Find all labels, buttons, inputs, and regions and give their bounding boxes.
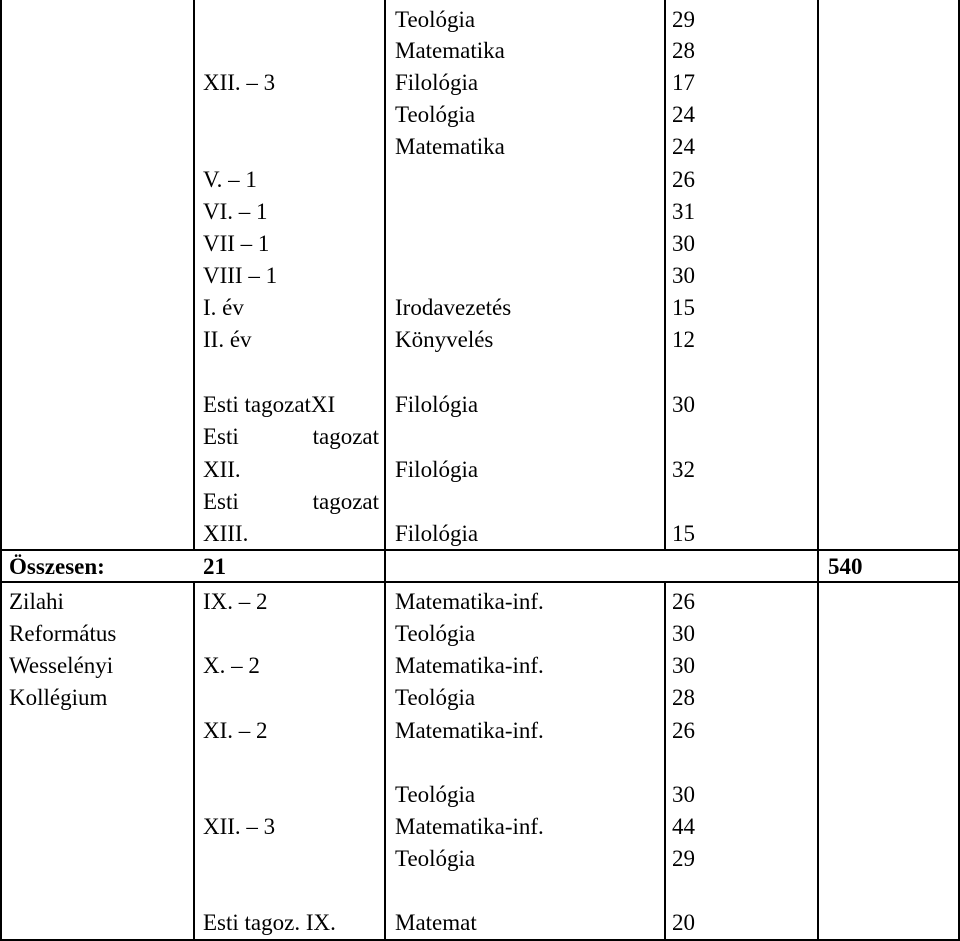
- total-row-bottom-border: [0, 581, 960, 583]
- school-count: 26: [672, 589, 695, 614]
- school-subject: Teológia: [395, 685, 476, 710]
- esti-subject-xiii: Filológia: [395, 521, 479, 546]
- esti-count-xiii: 15: [672, 521, 695, 546]
- school-class: IX. – 2: [203, 589, 268, 614]
- upper-class: VIII – 1: [203, 263, 278, 288]
- school-class: XI. – 2: [203, 718, 268, 743]
- upper-subject: Könyvelés: [395, 327, 494, 352]
- column-divider-2: [384, 0, 386, 941]
- table-border-left: [0, 0, 2, 941]
- esti-count-xi: 30: [672, 392, 695, 417]
- total-classes: 21: [203, 554, 226, 579]
- upper-count: 24: [672, 102, 695, 127]
- upper-count: 15: [672, 295, 695, 320]
- school-subject: Matematika-inf.: [395, 814, 544, 839]
- column-divider-3b: [664, 582, 666, 941]
- school-count: 30: [672, 621, 695, 646]
- upper-count: 17: [672, 70, 695, 95]
- school-count: 30: [672, 782, 695, 807]
- column-divider-3: [664, 0, 666, 550]
- school-class: Esti tagoz. IX.: [203, 910, 336, 935]
- total-label: Összesen:: [9, 554, 105, 579]
- total-students: 540: [828, 554, 863, 579]
- esti-label-justified: [203, 421, 379, 452]
- school-name-line: Református: [9, 621, 117, 646]
- upper-subject: Matematika: [395, 38, 505, 63]
- upper-count: 30: [672, 231, 695, 256]
- upper-count: 28: [672, 38, 695, 63]
- column-divider-1b: [193, 582, 195, 941]
- upper-count: 12: [672, 327, 695, 352]
- upper-class: XII. – 3: [203, 70, 276, 95]
- upper-subject: Matematika: [395, 134, 505, 159]
- upper-subject: Filológia: [395, 70, 479, 95]
- esti-class-xiii: XIII.: [203, 521, 249, 546]
- school-class: XII. – 3: [203, 814, 276, 839]
- total-row-top-border: [0, 549, 960, 551]
- school-subject: Teológia: [395, 621, 476, 646]
- school-name-line: Wesselényi: [9, 653, 114, 678]
- school-name-line: Zilahi: [9, 589, 64, 614]
- upper-count: 24: [672, 134, 695, 159]
- upper-class: I. év: [203, 295, 244, 320]
- school-count: 20: [672, 910, 695, 935]
- school-subject: Matematika-inf.: [395, 589, 544, 614]
- school-subject: Matematika-inf.: [395, 653, 544, 678]
- upper-class: VII – 1: [203, 231, 270, 256]
- upper-subject: Irodavezetés: [395, 295, 512, 320]
- school-subject: Teológia: [395, 846, 476, 871]
- column-divider-1: [193, 0, 195, 550]
- school-name-line: Kollégium: [9, 685, 108, 710]
- column-divider-4: [817, 0, 819, 941]
- upper-class: II. év: [203, 327, 252, 352]
- tagozat-word: tagozat: [312, 424, 379, 449]
- esti-subject-xi: Filológia: [395, 392, 479, 417]
- upper-subject: Teológia: [395, 7, 476, 32]
- school-subject: Teológia: [395, 782, 476, 807]
- upper-count: 26: [672, 167, 695, 192]
- school-count: 44: [672, 814, 695, 839]
- esti-label-justified: [203, 486, 379, 517]
- esti-count-xii: 32: [672, 457, 695, 482]
- esti-word: Esti: [203, 489, 239, 514]
- school-subject: Matemat: [395, 910, 477, 935]
- upper-class: VI. – 1: [203, 199, 268, 224]
- school-class: X. – 2: [203, 653, 260, 678]
- tagozat-word: tagozat: [312, 489, 379, 514]
- esti-subject-xii: Filológia: [395, 457, 479, 482]
- esti-class-xi: Esti tagozatXI: [203, 392, 336, 417]
- upper-class: V. – 1: [203, 167, 257, 192]
- upper-subject: Teológia: [395, 102, 476, 127]
- esti-class-xii: XII.: [203, 457, 241, 482]
- school-count: 26: [672, 718, 695, 743]
- upper-count: 31: [672, 199, 695, 224]
- school-count: 29: [672, 846, 695, 871]
- school-subject: Matematika-inf.: [395, 718, 544, 743]
- upper-count: 30: [672, 263, 695, 288]
- school-count: 30: [672, 653, 695, 678]
- school-count: 28: [672, 685, 695, 710]
- esti-word: Esti: [203, 424, 239, 449]
- upper-count: 29: [672, 7, 695, 32]
